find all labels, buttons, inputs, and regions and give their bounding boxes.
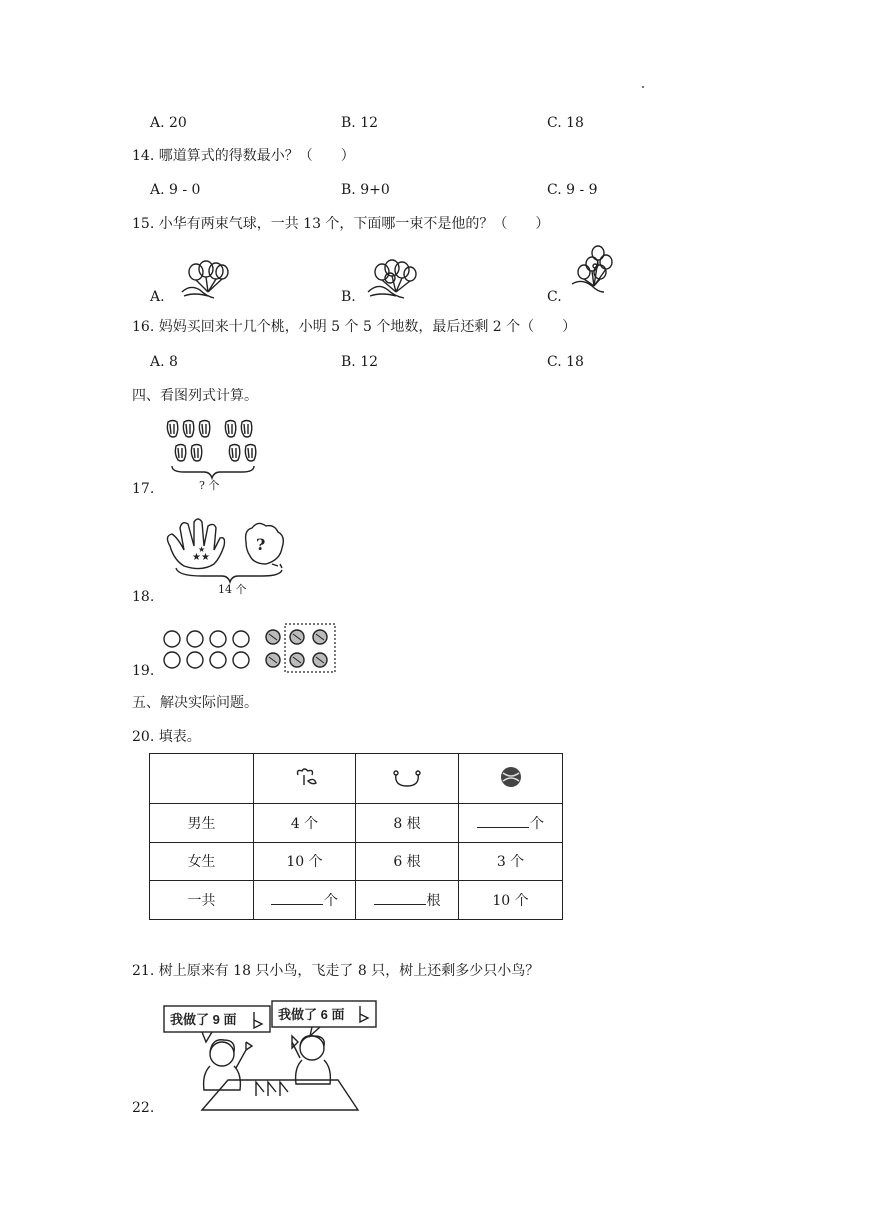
- flower-icon: [292, 767, 318, 787]
- ball-icon: [499, 765, 523, 789]
- q15-option-c[interactable]: C.: [547, 289, 562, 305]
- answer-blank[interactable]: [271, 892, 323, 905]
- q15-stem: 15. 小华有两束气球，一共 13 个，下面哪一束不是他的？（ ）: [132, 216, 550, 232]
- table-header-rope: [356, 754, 459, 804]
- q22-number: 22.: [132, 1100, 155, 1116]
- jump-rope-icon: [392, 766, 422, 788]
- table-row-boys: [150, 804, 563, 843]
- q13-option-b[interactable]: B. 12: [341, 115, 379, 131]
- q14-option-b[interactable]: B. 9+0: [341, 182, 390, 198]
- q21-stem: 21. 树上原来有 18 只小鸟，飞走了 8 只，树上还剩多少只小鸟？: [132, 963, 540, 979]
- children-flags-picture: [162, 998, 382, 1114]
- cell-flower-blank[interactable]: 个: [254, 881, 356, 920]
- balloon-bunch-b-icon: [366, 258, 418, 302]
- page-dot: [642, 86, 644, 88]
- q18-caption: 14 个: [218, 583, 247, 596]
- table-row-total: [150, 881, 563, 920]
- balloon-bunch-c-icon: [568, 244, 614, 298]
- q13-option-c[interactable]: C. 18: [547, 115, 584, 131]
- q19-number: 19.: [132, 663, 155, 679]
- svg-text:★: ★: [198, 545, 206, 554]
- table-corner-cell: [150, 754, 254, 804]
- q14-option-a[interactable]: A. 9 - 0: [150, 182, 201, 198]
- table-header-flower: [254, 754, 356, 804]
- cell-ball-count: 3 个: [459, 842, 563, 881]
- q15-option-a[interactable]: A.: [150, 289, 165, 305]
- answer-blank[interactable]: [374, 892, 426, 905]
- q16-option-a[interactable]: A. 8: [150, 354, 178, 370]
- hands-picture: [162, 516, 292, 582]
- fill-table: [149, 753, 563, 920]
- svg-text:★★: ★★: [192, 552, 210, 563]
- row-label: 男生: [150, 804, 254, 843]
- q18-number: 18.: [132, 589, 155, 605]
- q16-option-c[interactable]: C. 18: [547, 354, 584, 370]
- cell-rope-count: 6 根: [356, 842, 459, 881]
- table-header-ball: [459, 754, 563, 804]
- q17-caption: ? 个: [199, 479, 220, 492]
- q15-option-b[interactable]: B.: [341, 289, 356, 305]
- q14-stem: 14. 哪道算式的得数最小？（ ）: [132, 148, 355, 164]
- right-speech-bubble: 我做了 6 面: [278, 1007, 345, 1022]
- circles-picture: [162, 622, 340, 674]
- balloon-bunch-a-icon: [178, 258, 230, 302]
- hand-question-mark: ?: [256, 535, 266, 554]
- cell-flower-count: 4 个: [254, 804, 356, 843]
- q16-option-b[interactable]: B. 12: [341, 354, 379, 370]
- row-label: 女生: [150, 842, 254, 881]
- row-label: 一共: [150, 881, 254, 920]
- section-5-heading: 五、解决实际问题。: [132, 695, 258, 711]
- q14-option-c[interactable]: C. 9 - 9: [547, 182, 598, 198]
- q13-option-a[interactable]: A. 20: [150, 115, 187, 131]
- cell-ball-count: 10 个: [459, 881, 563, 920]
- cell-rope-blank[interactable]: 根: [356, 881, 459, 920]
- cell-ball-blank[interactable]: 个: [459, 804, 563, 843]
- left-speech-bubble: 我做了 9 面: [170, 1012, 237, 1027]
- q17-number: 17.: [132, 481, 155, 497]
- section-4-heading: 四、看图列式计算。: [132, 388, 258, 404]
- cell-rope-count: 8 根: [356, 804, 459, 843]
- table-row-girls: [150, 842, 563, 881]
- cell-flower-count: 10 个: [254, 842, 356, 881]
- q20-stem: 20. 填表。: [132, 729, 201, 745]
- table-header-row: [150, 754, 563, 804]
- q16-stem: 16. 妈妈买回来十几个桃，小明 5 个 5 个地数，最后还剩 2 个（ ）: [132, 319, 577, 335]
- answer-blank[interactable]: [477, 815, 529, 828]
